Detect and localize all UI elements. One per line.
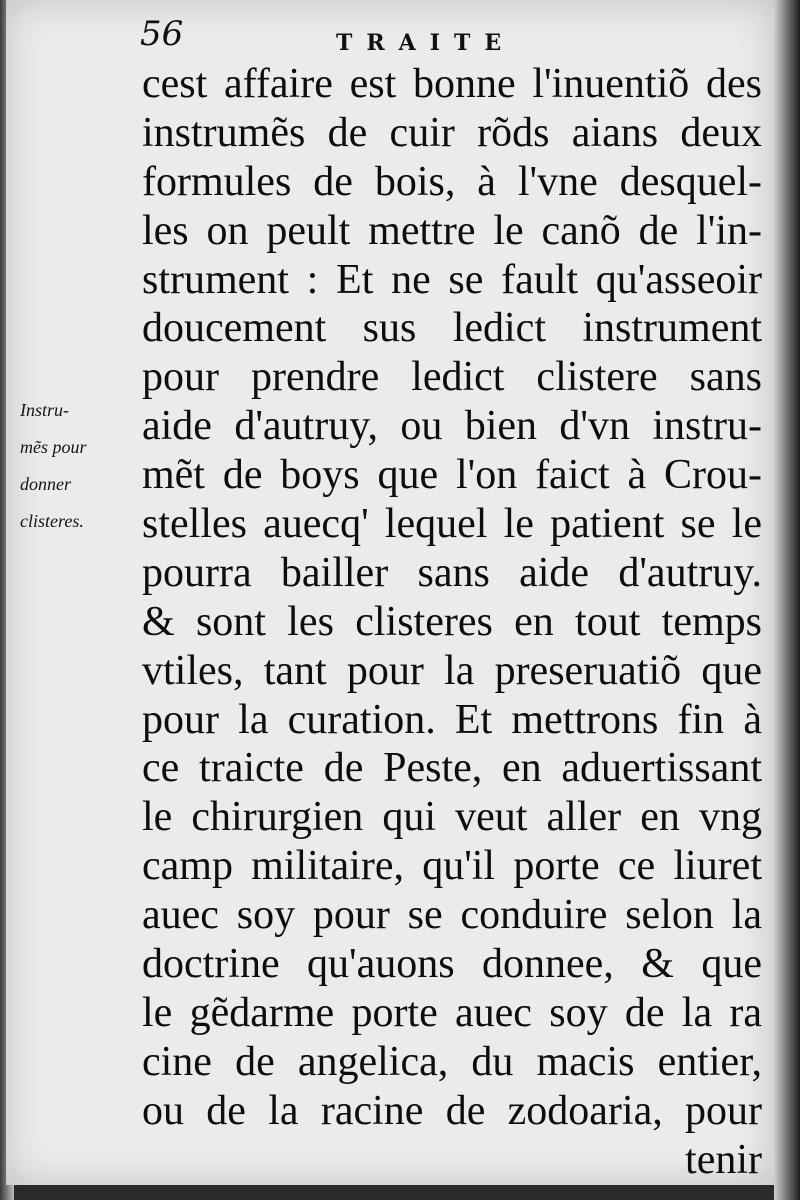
text-line: camp militaire, qu'il porte ce liuret [142, 843, 762, 890]
page-header [136, 14, 756, 54]
text-line: pourra bailler sans aide d'autruy. [142, 549, 762, 596]
text-line: pour prendre ledict clistere sans [142, 354, 762, 401]
marginal-note-line: donner [20, 474, 71, 494]
text-line: le gẽdarme porte auec soy de la ra [142, 989, 762, 1036]
text-line: strument : Et ne se fault qu'asseoir [142, 256, 762, 303]
marginal-note-line: clisteres. [20, 511, 84, 531]
marginal-note [20, 392, 132, 540]
text-line: doucement sus ledict instrument [142, 305, 762, 352]
running-title: TRAITE [336, 30, 516, 56]
text-line: ou de la racine de zodoaria, pour [142, 1087, 762, 1134]
text-line: aide d'autruy, ou bien d'vn instru- [142, 403, 762, 450]
text-line: auec soy pour se conduire selon la [142, 892, 762, 939]
text-line: cine de angelica, du macis entier, [142, 1038, 762, 1085]
marginal-note-line: mẽs pour [20, 437, 87, 457]
text-line: le chirurgien qui veut aller en vng [142, 794, 762, 841]
text-line: cest affaire est bonne l'inuentiõ des [142, 61, 762, 107]
text-line: pour la curation. Et mettrons fin à [142, 696, 762, 743]
text-line: ce traicte de Peste, en aduertissant [142, 745, 762, 792]
book-page [6, 0, 774, 1185]
text-line: stelles auecq' lequel le patient se le [142, 501, 762, 548]
page-number: 56 [140, 14, 184, 54]
text-line: mẽt de boys que l'on faict à Crou- [142, 452, 762, 499]
catchword: tenir [685, 1136, 762, 1183]
text-line: les on peult mettre le canõ de l'in- [142, 207, 762, 254]
text-line: instrumẽs de cuir rõds aians deux [142, 109, 762, 156]
body-text [142, 60, 762, 1184]
text-line: & sont les clisteres en tout temps [142, 598, 762, 645]
marginal-note-line: Instru- [20, 400, 69, 420]
page-edge-shadow [774, 0, 800, 1200]
text-line: doctrine qu'auons donnee, & que [142, 941, 762, 988]
text-line: formules de bois, à l'vne desquel- [142, 158, 762, 205]
text-line: vtiles, tant pour la preseruatiõ que [142, 647, 762, 694]
